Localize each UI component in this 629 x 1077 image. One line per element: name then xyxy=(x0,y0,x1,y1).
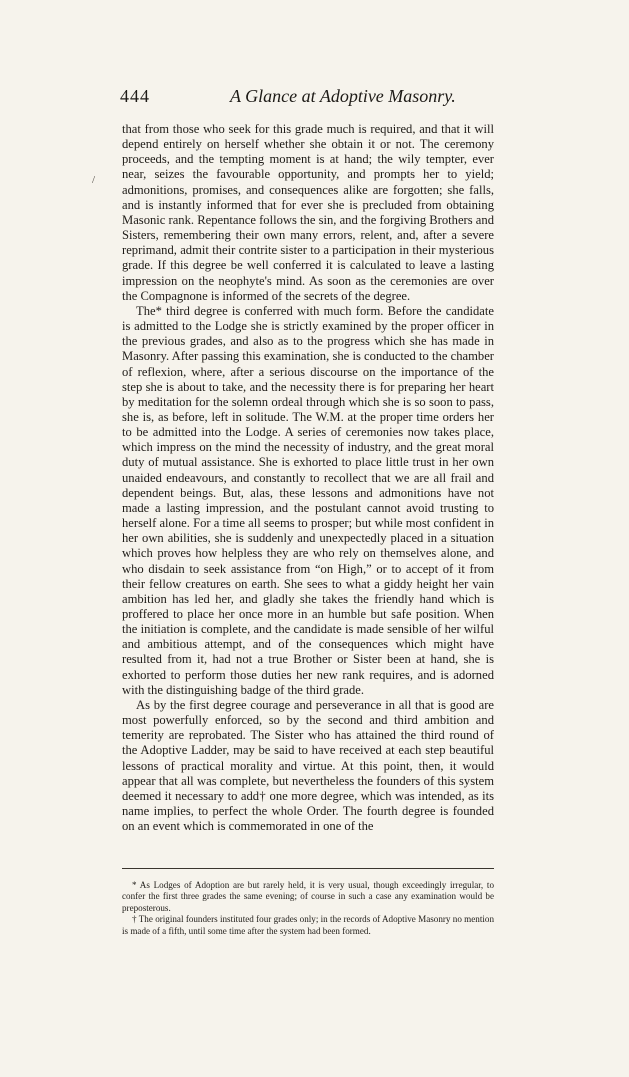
footnote-dagger: † The original founders instituted four grades only; in the records of Adoptive Masonry no mention is made of a fifth, until some time after the system had been formed. xyxy=(122,914,494,936)
paragraph-fourth-degree: As by the first degree courage and perseverance in all that is good are most powerfully enforced, so by the second and third ambition and temerity are reprobated. The Sister who has attained the third round of the Adoptive Ladder, may be said to have received at each step beautiful lessons of practical morality and virtue. At this point, then, it would appear that all was complete, but nevertheless the founders of this system deemed it necessary to add† one more degree, which was intended, as its name implies, to perfect the whole Order. The fourth degree is founded on an event which is commemorated in one of the xyxy=(122,697,494,834)
margin-mark: / xyxy=(92,174,96,186)
footnote-rule xyxy=(122,868,494,869)
body-text xyxy=(122,122,494,834)
page-number: 444 xyxy=(120,86,150,106)
running-head: A Glance at Adoptive Masonry. xyxy=(230,86,456,106)
footnote-asterisk: * As Lodges of Adoption are but rarely held, it is very usual, though exceedingly irregular, to confer the first three grades the same evening; of course in such a case any examination would be preposterous. xyxy=(122,880,494,913)
paragraph-continuation: that from those who seek for this grade much is required, and that it will depend entirely on herself whether she obtain it or not. The ceremony proceeds, and the tempting moment is at hand; the wily tempter, ever near, seizes the favourable opportunity, and prompts her to yield; admonitions, promises, and consequences alike are forgotten; she falls, and is instantly informed that for ever she is precluded from obtaining Masonic rank. Repentance follows the sin, and the forgiving Brothers and Sisters, remembering their own many errors, relent, and, after a severe reprimand, admit their contrite sister to a participation in their mysterious grade. If this degree be well conferred it is calculated to leave a lasting impression on the neophyte's mind. As soon as the ceremonies are over the Compagnone is informed of the secrets of the degree. xyxy=(122,122,494,303)
footnotes xyxy=(122,880,494,937)
page-header xyxy=(120,86,510,110)
paragraph-third-degree: The* third degree is conferred with much form. Before the candidate is admitted to the Lodge she is strictly examined by the proper officer in the previous grades, and also as to the progress which she has made in Masonry. After passing this examination, she is conducted to the chamber of reflexion, where, after a serious discourse on the importance of the step she is about to take, and the necessity there is for preparing her heart by meditation for the solemn ordeal through which she is so soon to pass, she is, as before, left in solitude. The W.M. at the proper time orders her to be admitted into the Lodge. A series of ceremonies now takes place, which impress on the mind the necessity of industry, and the great moral duty of mutual assistance. She is exhorted to place little trust in her own unaided endeavours, and constantly to recollect that we are all frail and dependent beings. But, alas, these lessons and admonitions have not made a lasting impression, and the postulant cannot avoid trusting to herself alone. For a time all seems to prosper; but while most confident in her own abilities, she is suddenly and unexpectedly placed in a situation which proves how helpless they are who rely on themselves alone, and who disdain to seek assistance from “on High,” or to accept of it from their fellow creatures on earth. She sees to what a giddy height her vain ambition has led her, and gladly she takes the friendly hand which is proffered to place her once more in an humble but safe position. When the initiation is complete, and the candidate is made sensible of her wilful and ambitious attempt, and of the consequences which might have resulted from it, had not a true Brother or Sister been at hand, she is exhorted to perform those duties her new rank requires, and is adorned with the distinguishing badge of the third grade. xyxy=(122,303,494,697)
